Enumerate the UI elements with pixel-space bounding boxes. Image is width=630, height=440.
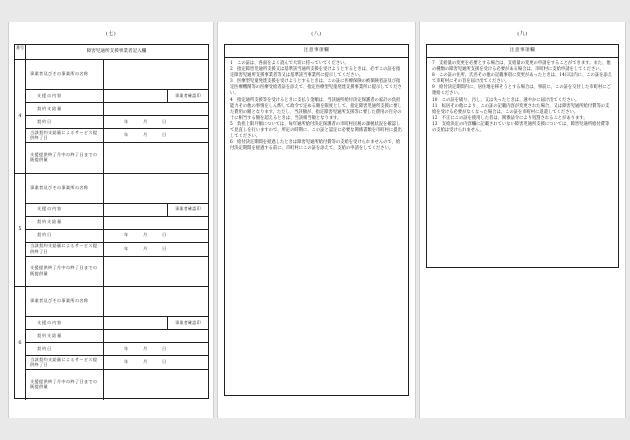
value-cell-contract-date[interactable] bbox=[103, 229, 208, 242]
label-remaining: 当該契約支給量によるサービス提供終了日 bbox=[30, 129, 98, 140]
table-header bbox=[15, 45, 208, 60]
row-remaining bbox=[25, 242, 208, 257]
row-provider bbox=[25, 286, 208, 317]
provider-block bbox=[15, 173, 208, 288]
date-unit-month: 月 bbox=[143, 118, 148, 124]
block-number: 5 bbox=[15, 173, 26, 287]
row-end bbox=[25, 142, 208, 173]
value-cell-contract-date[interactable] bbox=[103, 115, 208, 128]
provider-entry-table bbox=[14, 44, 209, 399]
note-item: 11 転居その他により、この証の記載内容が変更された場合、又は障害児通所給付費等の支給を受ける必要がなくなった場合は、この証を市町村に返還してください。 bbox=[432, 103, 610, 115]
value-cell-content[interactable] bbox=[103, 89, 208, 102]
row-remaining bbox=[25, 128, 208, 143]
section-marker-right: (九) bbox=[517, 31, 528, 37]
row-provider bbox=[25, 59, 208, 90]
label-contract-date: 契約日 bbox=[37, 118, 52, 124]
value-cell-amount[interactable] bbox=[103, 329, 208, 342]
provider-confirm-stamp: 事業者確認印 bbox=[167, 89, 208, 102]
notes-box-right bbox=[426, 44, 619, 268]
date-unit-year: 年 bbox=[124, 118, 129, 124]
panel-notes-mid bbox=[217, 22, 416, 418]
date-unit-year: 年 bbox=[124, 345, 129, 351]
row-contract-date bbox=[25, 115, 208, 129]
note-item: 2 指定障害児通所支援又は基準該当通所支援を受けようとするときは、必ずこの証を指定障害児通所支援事業者等又は基準該当事業所に提示してください。 bbox=[230, 67, 401, 79]
value-cell-remaining[interactable] bbox=[103, 355, 208, 369]
note-item: 1 この証は、各面をよく読んで大切に持っていてください。 bbox=[230, 61, 349, 66]
date-unit-month: 月 bbox=[143, 359, 148, 364]
value-cell-provider[interactable] bbox=[103, 59, 208, 89]
date-unit-day: 日 bbox=[162, 245, 167, 251]
value-cell-end[interactable] bbox=[103, 256, 208, 287]
label-remaining: 当該契約支給量によるサービス提供終了日 bbox=[30, 243, 98, 254]
row-amount bbox=[25, 216, 208, 230]
label-provider: 事業者及びその事業所の名称 bbox=[30, 71, 89, 77]
label-contract-date: 契約日 bbox=[37, 345, 52, 351]
note-item: 4 指定通所支援等を受けるときに支払う金額は、当該通所給付決定保護者の家計の負担能力その他の事情をしん酌して政令で定める額を限度として、指定障害児通所支援に要した費用の額となります。ただし、当該額が、指定障害児通所支援等に要した費用の百分の十に相当する額を超えるときは、当該相当額となります。 bbox=[230, 97, 402, 121]
date-unit-year: 年 bbox=[124, 245, 129, 251]
label-amount: 契約支給量 bbox=[37, 105, 62, 111]
label-content: 支援の内容 bbox=[37, 319, 62, 325]
provider-confirm-stamp: 事業者確認印 bbox=[167, 203, 208, 216]
date-unit-month: 月 bbox=[143, 132, 148, 137]
notes-box-mid bbox=[224, 44, 409, 396]
label-content: 支援の内容 bbox=[37, 92, 62, 98]
row-content bbox=[25, 203, 208, 217]
value-cell-amount[interactable] bbox=[103, 102, 208, 115]
label-provider: 事業者及びその事業所の名称 bbox=[30, 184, 89, 190]
panel-notes-right bbox=[419, 22, 626, 418]
provider-block bbox=[15, 286, 208, 400]
note-item: 5 負担上限月額については、毎年通所給付決定保護者の市町村民税の課税状況を確認して見直しを行いますので、所定の時期に、この証と認定に必要な関係書類を市町村に提出してください。 bbox=[230, 121, 402, 140]
note-item: 8 この証の住所、氏名その他の記載事項に変更があったときは、14日以内に、この証を添えて市町村にその旨を届け出てください。 bbox=[432, 73, 613, 85]
row-amount bbox=[25, 102, 208, 116]
value-cell-end[interactable] bbox=[103, 369, 208, 400]
column-number-header: 番号 bbox=[15, 45, 26, 59]
notes-title-mid: 注意事項欄 bbox=[225, 45, 408, 58]
label-contract-date: 契約日 bbox=[37, 232, 52, 238]
label-remaining: 当該契約支給量によるサービス提供終了日 bbox=[30, 356, 98, 367]
date-unit-year: 年 bbox=[124, 232, 129, 237]
row-end bbox=[25, 369, 208, 400]
note-item: 13 支給決定の内容欄に記載されていない障害児通所支援については、障害児通所給付費等の支給は受けられません。 bbox=[432, 121, 610, 134]
date-unit-year: 年 bbox=[124, 359, 129, 364]
row-remaining bbox=[25, 355, 208, 370]
date-unit-month: 月 bbox=[143, 345, 148, 351]
date-unit-month: 月 bbox=[143, 245, 148, 251]
value-cell-content[interactable] bbox=[103, 316, 208, 329]
block-number: 6 bbox=[15, 286, 26, 400]
provider-confirm-stamp: 事業者確認印 bbox=[167, 316, 208, 329]
block-number: 4 bbox=[15, 59, 26, 173]
value-cell-remaining[interactable] bbox=[103, 242, 208, 256]
value-cell-end[interactable] bbox=[103, 142, 208, 173]
value-cell-provider[interactable] bbox=[103, 286, 208, 316]
date-unit-day: 日 bbox=[162, 232, 167, 237]
note-item: 9 給付決定期間内に、居住地を移そうとする場合は、事前に、この証を交付した市町村にご連絡ください。 bbox=[432, 85, 611, 97]
notes-body-right bbox=[432, 61, 613, 134]
row-end bbox=[25, 256, 208, 287]
panel-provider-entry bbox=[8, 22, 214, 418]
notes-body-mid bbox=[230, 61, 403, 152]
date-unit-month: 月 bbox=[143, 232, 148, 237]
value-cell-remaining[interactable] bbox=[103, 128, 208, 142]
row-contract-date bbox=[25, 342, 208, 356]
label-end: 支援提供終了月中の終了日までの既提供量 bbox=[30, 265, 98, 276]
row-amount bbox=[25, 329, 208, 343]
label-end: 支援提供終了月中の終了日までの既提供量 bbox=[30, 378, 98, 390]
section-marker-mid: (八) bbox=[311, 31, 322, 37]
note-item: 10 この証を破り、汚し、又は失ったときは、速やかに届け出てください。 bbox=[432, 97, 580, 103]
value-cell-content[interactable] bbox=[103, 203, 208, 216]
value-cell-contract-date[interactable] bbox=[103, 342, 208, 355]
value-cell-amount[interactable] bbox=[103, 216, 208, 229]
note-item: 6 給付決定期間を経過したときは障害児通所給付費等の支給を受けられませんので、給付決定期間を経過する前に、市町村にこの証を添えて、支給の申請をしてください。 bbox=[230, 140, 401, 152]
label-provider: 事業者及びその事業所の名称 bbox=[30, 298, 89, 304]
note-item: 7 支給量の変更を必要とする場合は、支給量の変更の申請をすることができます。また、他の種類の障害児通所支援を受ける必要がある場合は、市町村に支給申請をしてください。 bbox=[432, 61, 611, 73]
table-title: 障害児通所支援事業者記入欄 bbox=[86, 49, 147, 54]
date-unit-day: 日 bbox=[162, 345, 167, 351]
date-unit-day: 日 bbox=[162, 359, 167, 364]
provider-block bbox=[15, 59, 208, 174]
notes-title-right: 注意事項欄 bbox=[427, 45, 618, 58]
note-item: 12 不正にこの証を使用した者は、関係法令により処罰されることがあります。 bbox=[432, 115, 588, 121]
label-content: 支援の内容 bbox=[37, 206, 62, 212]
label-end: 支援提供終了月中の終了日までの既提供量 bbox=[30, 151, 98, 163]
value-cell-provider[interactable] bbox=[103, 173, 208, 203]
row-contract-date bbox=[25, 229, 208, 243]
row-content bbox=[25, 89, 208, 103]
date-unit-day: 日 bbox=[162, 132, 167, 137]
section-marker-left: (七) bbox=[105, 31, 117, 37]
row-provider bbox=[25, 173, 208, 204]
label-amount: 契約支給量 bbox=[37, 219, 62, 225]
date-unit-day: 日 bbox=[162, 118, 167, 124]
label-amount: 契約支給量 bbox=[37, 332, 62, 338]
row-content bbox=[25, 316, 208, 330]
note-item: 3 医療型児童発達支援を受けようとするときは、この証に医療保険の被保険者証及び指定医療機関等の医療受給者証を添えて、指定医療型児童発達支援事業所に提示してください。 bbox=[230, 79, 402, 97]
date-unit-year: 年 bbox=[124, 132, 129, 137]
